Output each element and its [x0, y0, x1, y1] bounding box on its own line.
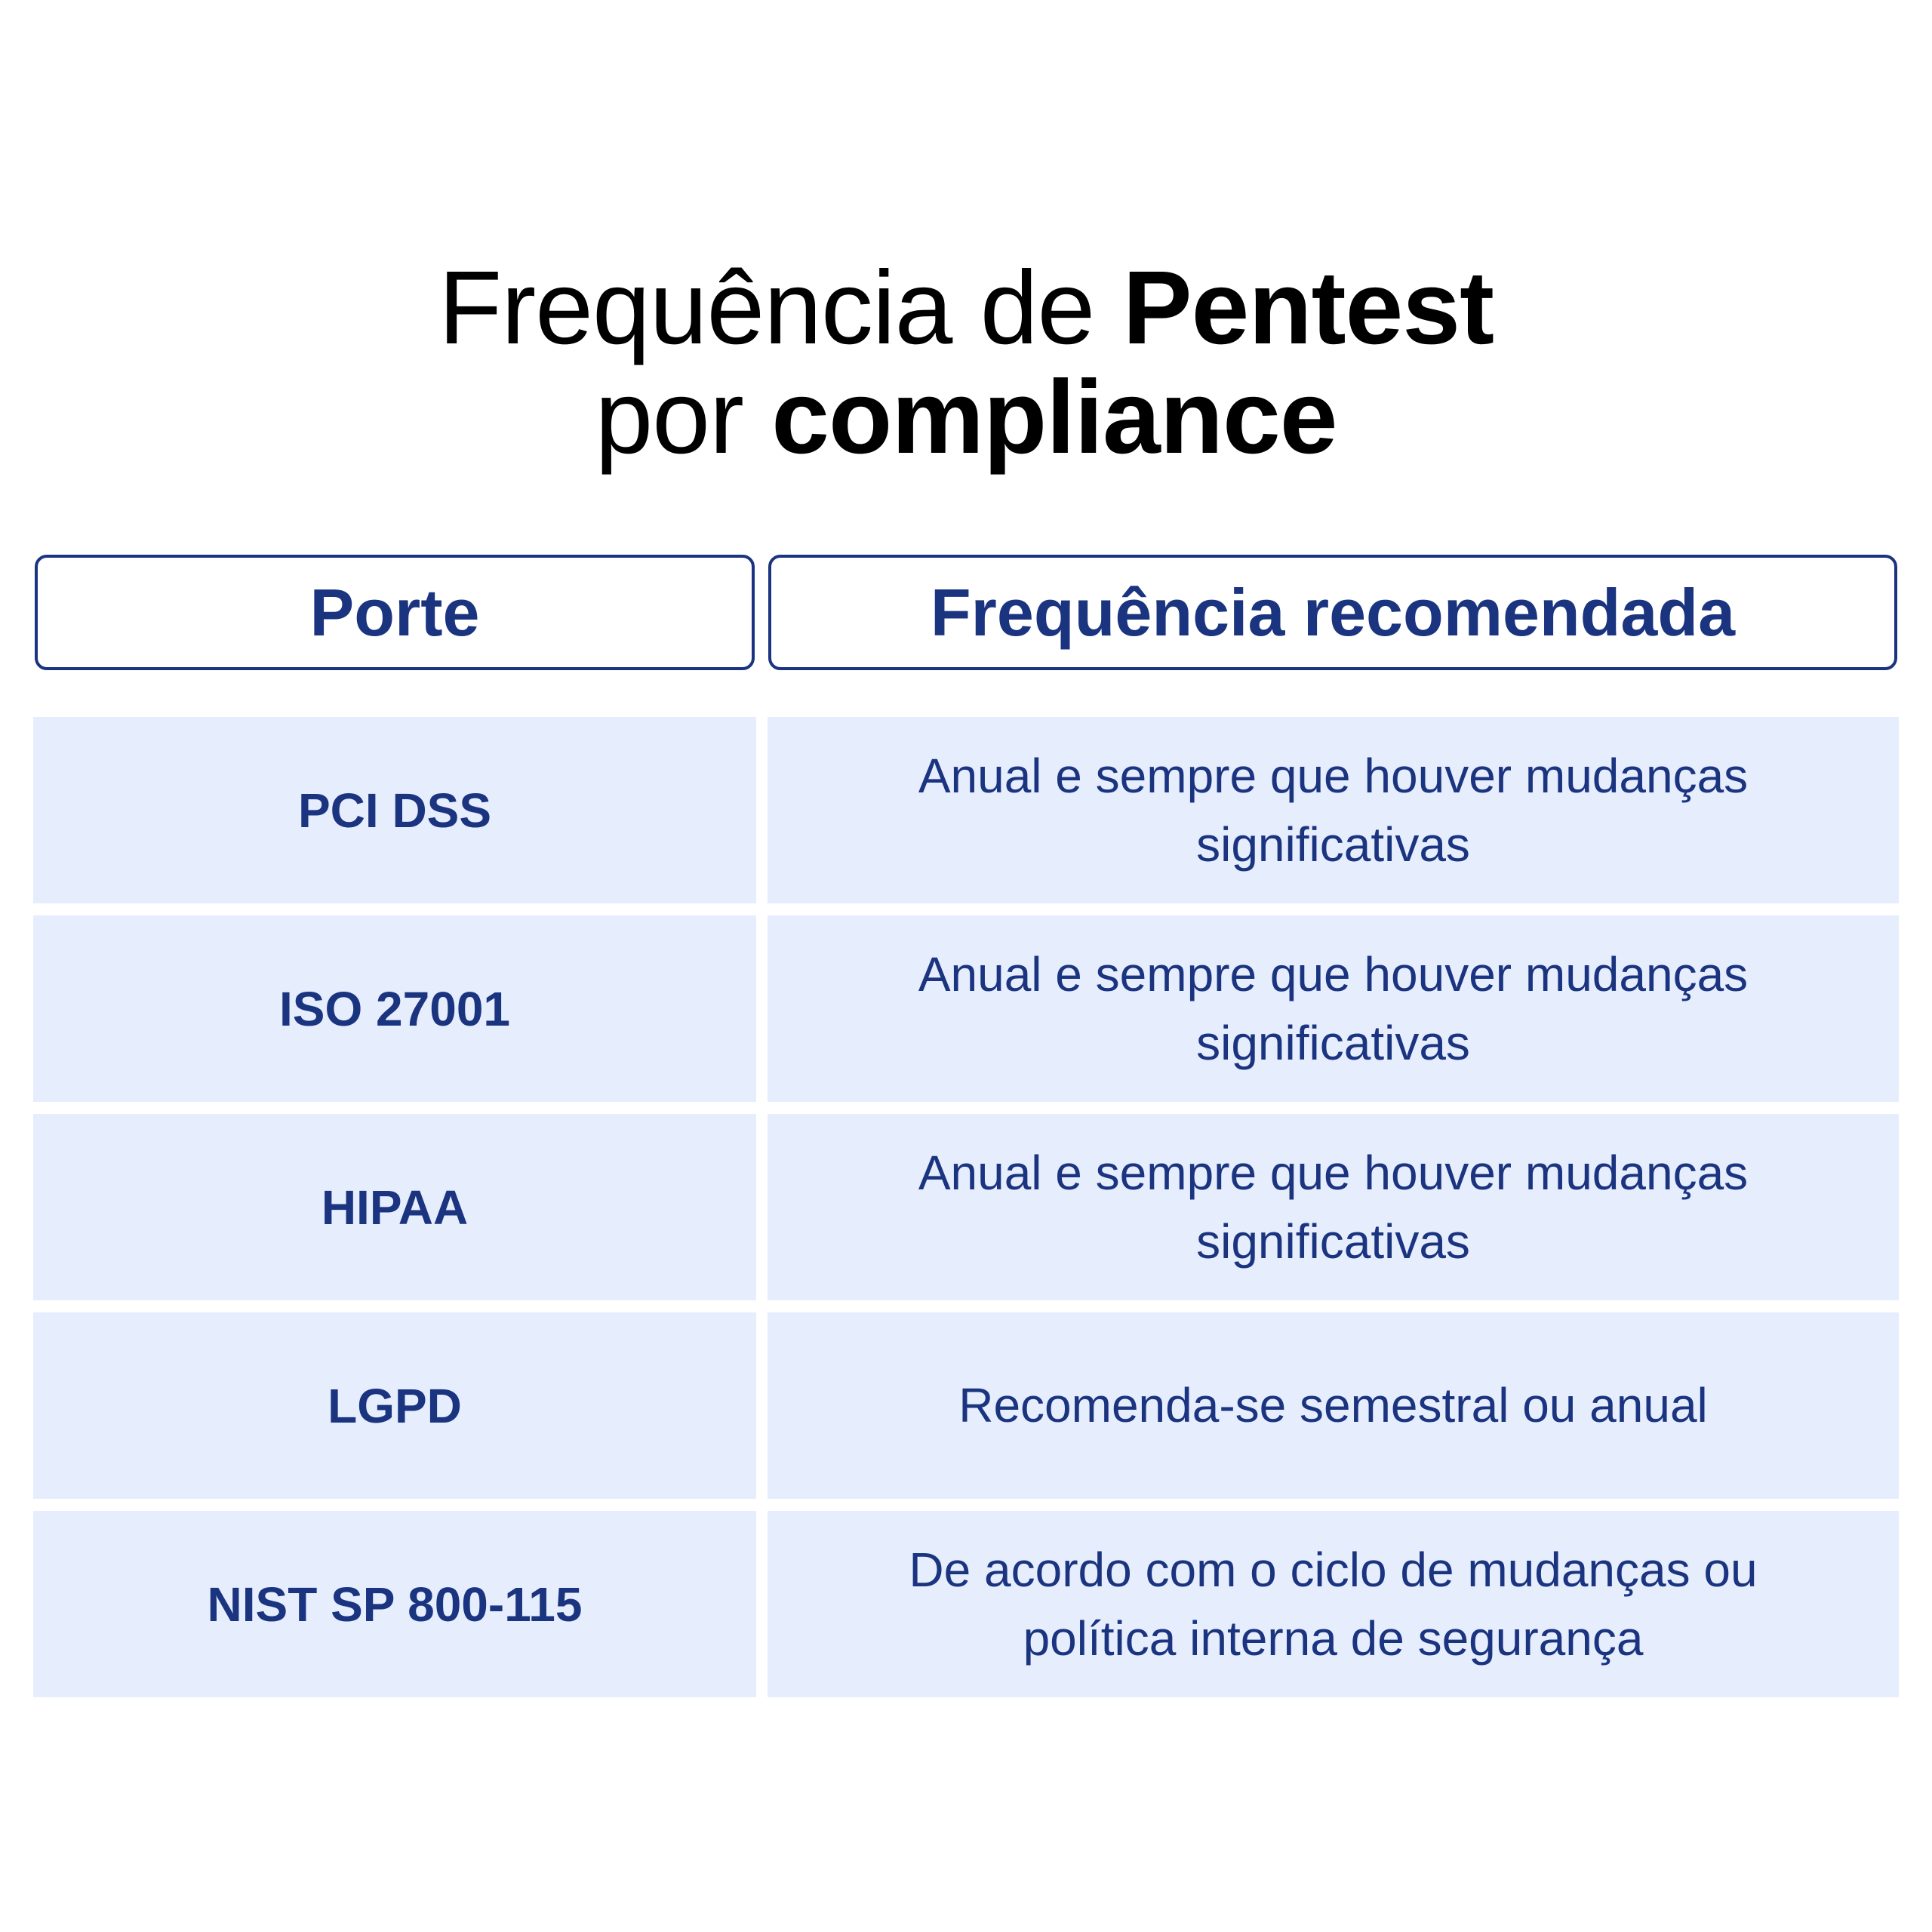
- table-cell-frequencia: [768, 1312, 1899, 1499]
- frequencia-text: Anual e sempre que houver mudanças significativas: [918, 1145, 1749, 1269]
- title-bold-text: Pentest: [1122, 250, 1494, 366]
- frequencia-text: Anual e sempre que houver mudanças significativas: [918, 748, 1749, 872]
- column-header-frequencia: Frequência recomendada: [768, 555, 1897, 670]
- page-title-line-2: [0, 361, 1932, 474]
- frequencia-text: De acordo com o ciclo de mudanças ou política interna de segurança: [909, 1542, 1758, 1666]
- page-title-line-1: [0, 251, 1932, 365]
- table-cell-porte: PCI DSS: [33, 717, 756, 903]
- title-bold-text: compliance: [771, 359, 1337, 475]
- column-header-porte: Porte: [35, 555, 755, 670]
- table-cell-porte: ISO 27001: [33, 915, 756, 1102]
- frequencia-text: Recomenda-se semestral ou anual: [958, 1378, 1708, 1432]
- table-cell-porte: NIST SP 800-115: [33, 1511, 756, 1697]
- table-cell-frequencia: [768, 1114, 1899, 1300]
- table-cell-porte: HIPAA: [33, 1114, 756, 1300]
- table-cell-frequencia: [768, 1511, 1899, 1697]
- table-cell-frequencia: [768, 915, 1899, 1102]
- frequencia-text: Anual e sempre que houver mudanças significativas: [918, 946, 1749, 1070]
- title-regular-text: Frequência de: [438, 250, 1095, 366]
- table-cell-porte: LGPD: [33, 1312, 756, 1499]
- table-cell-frequencia: [768, 717, 1899, 903]
- title-regular-text: por: [595, 359, 743, 475]
